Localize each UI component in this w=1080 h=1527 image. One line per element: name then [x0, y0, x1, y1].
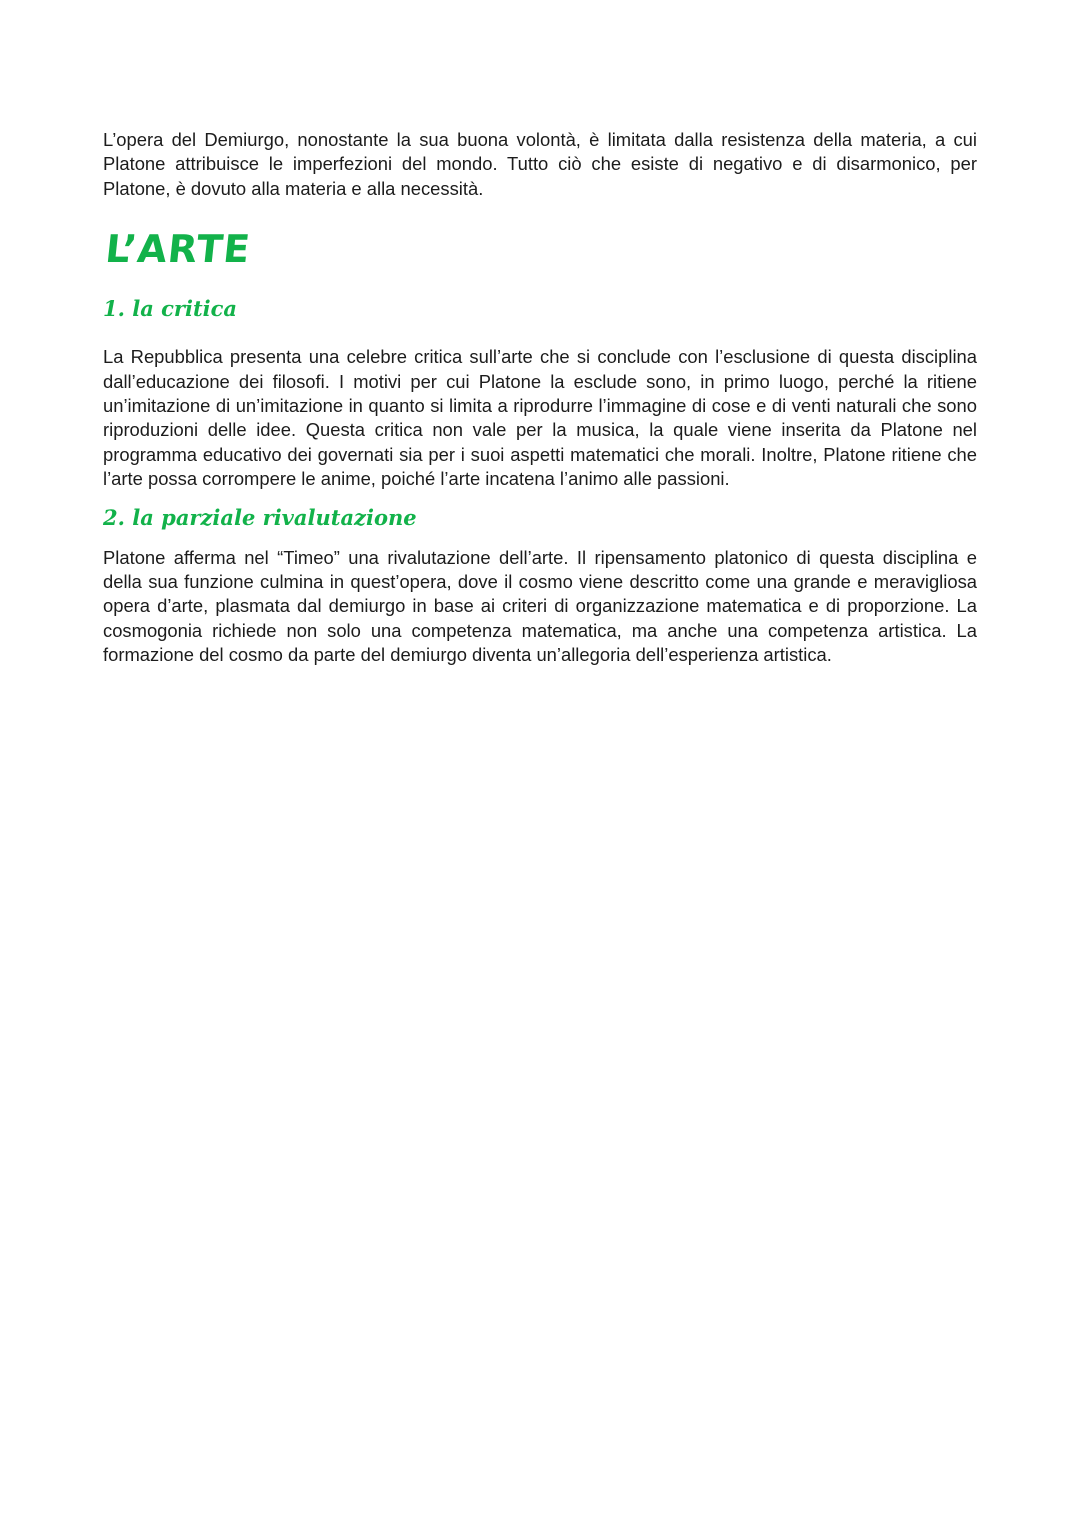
- critica-paragraph: La Repubblica presenta una celebre critica sull’arte che si conclude con l’esclusione di questa disciplina dall’educazione dei filosofi. I motivi per cui Platone la esclude sono, in primo luogo, perché la ritiene un’imitazione di un’imitazione in quanto si limita a riprodurre l’immagine di cose e di venti naturali che sono riproduzioni delle idee. Questa critica non vale per la musica, la quale viene inserita da Platone nel programma educativo dei governati sia per i suoi aspetti matematici che morali. Inoltre, Platone ritiene che l’arte possa corrompere le anime, poiché l’arte incatena l’animo alle passioni.: [103, 346, 977, 490]
- document-page: [103, 128, 977, 668]
- rivalutazione-paragraph: Platone afferma nel “Timeo” una rivalutazione dell’arte. Il ripensamento platonico di questa disciplina e della sua funzione culmina in quest’opera, dove il cosmo viene descritto come una grande e meravigliosa opera d’arte, plasmata dal demiurgo in base ai criteri di organizzazione matematica e di proporzione. La cosmogonia richiede non solo una competenza matematica, ma anche una competenza artistica. La formazione del cosmo da parte del demiurgo diventa un’allegoria dell’esperienza artistica.: [103, 546, 977, 666]
- intro-paragraph: L’opera del Demiurgo, nonostante la sua buona volontà, è limitata dalla resistenza della materia, a cui Platone attribuisce le imperfezioni del mondo. Tutto ciò che esiste di negativo e di disarmonico, per Platone, è dovuto alla materia e alla necessità.: [103, 129, 977, 199]
- section-title: L’ARTE: [103, 227, 253, 272]
- subsection-heading-rivalutazione: 2. la parziale rivalutazione: [103, 504, 417, 530]
- subsection-heading-critica: 1. la critica: [103, 296, 238, 322]
